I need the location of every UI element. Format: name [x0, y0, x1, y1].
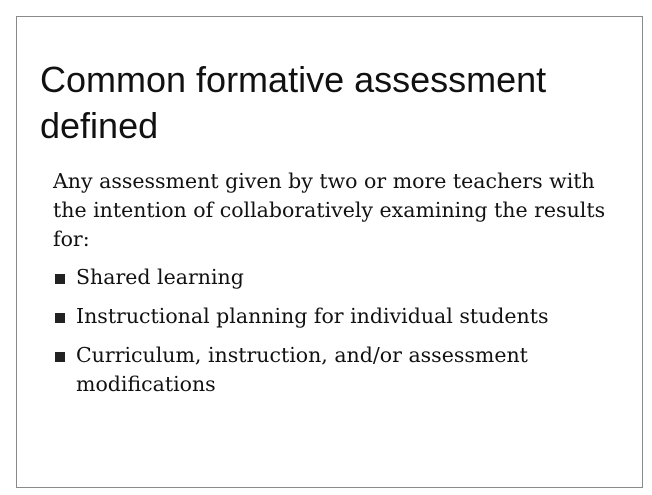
bullet-item — [53, 341, 623, 399]
bullet-item — [53, 263, 623, 292]
bullet-list — [53, 263, 623, 399]
bullet-text: Curriculum, instruction, and/or assessment modifications — [76, 343, 528, 396]
bullet-text: Shared learning — [76, 265, 244, 289]
square-bullet-icon — [55, 274, 65, 284]
slide — [16, 16, 643, 488]
square-bullet-icon — [55, 352, 65, 362]
bullet-text: Instructional planning for individual students — [76, 304, 549, 328]
square-bullet-icon — [55, 313, 65, 323]
intro-text: Any assessment given by two or more teachers with the intention of collaboratively examining the results for: — [53, 169, 606, 251]
slide-body — [53, 167, 623, 409]
bullet-item — [53, 302, 623, 331]
slide-title: Common formative assessment defined — [40, 59, 547, 146]
